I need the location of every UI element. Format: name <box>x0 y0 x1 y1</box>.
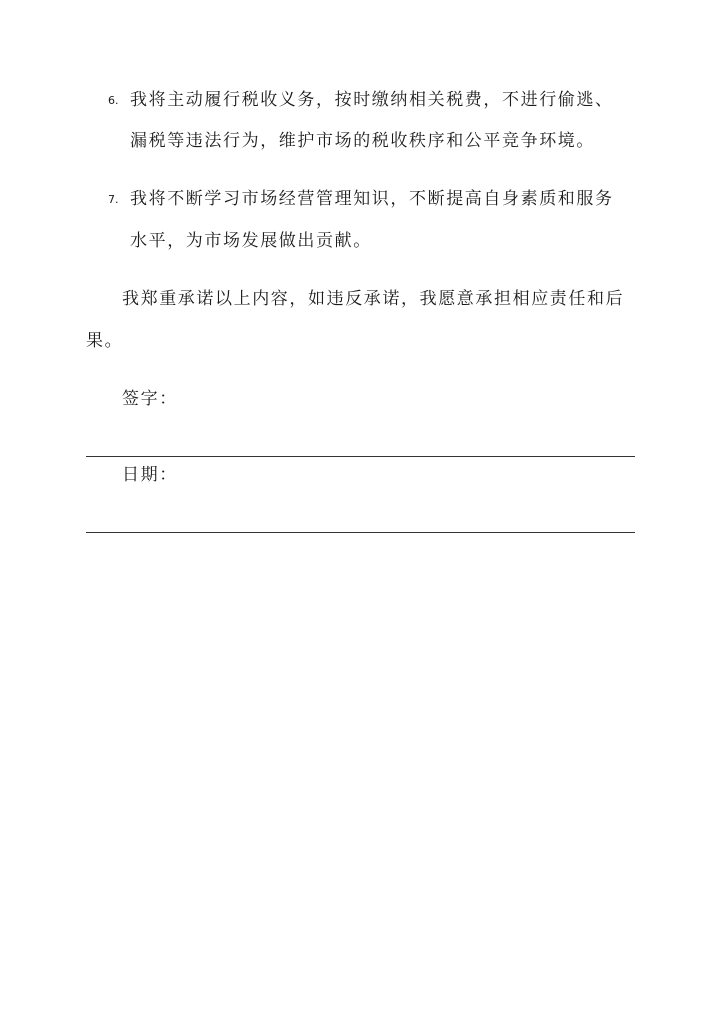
list-item-number: 7. <box>108 193 119 206</box>
list-item-7-line-1 <box>108 189 614 210</box>
list-item-7-line-2: 水平，为市场发展做出贡献。 <box>130 231 372 251</box>
pledge-line-1: 我郑重承诺以上内容，如违反承诺，我愿意承担相应责任和后 <box>122 289 625 309</box>
date-underline <box>86 532 635 533</box>
signature-label: 签字： <box>122 389 178 409</box>
signature-underline <box>86 456 635 457</box>
list-item-text: 我将主动履行税收义务，按时缴纳相关税费，不进行偷逃、 <box>130 90 614 110</box>
list-item-number: 6. <box>108 94 119 107</box>
pledge-line-2: 果。 <box>86 331 124 351</box>
list-item-6-line-2: 漏税等违法行为，维护市场的税收秩序和公平竞争环境。 <box>130 131 595 151</box>
list-item-6-line-1 <box>108 90 614 111</box>
date-label: 日期： <box>122 465 178 485</box>
list-item-text: 我将不断学习市场经营管理知识，不断提高自身素质和服务 <box>130 189 614 209</box>
